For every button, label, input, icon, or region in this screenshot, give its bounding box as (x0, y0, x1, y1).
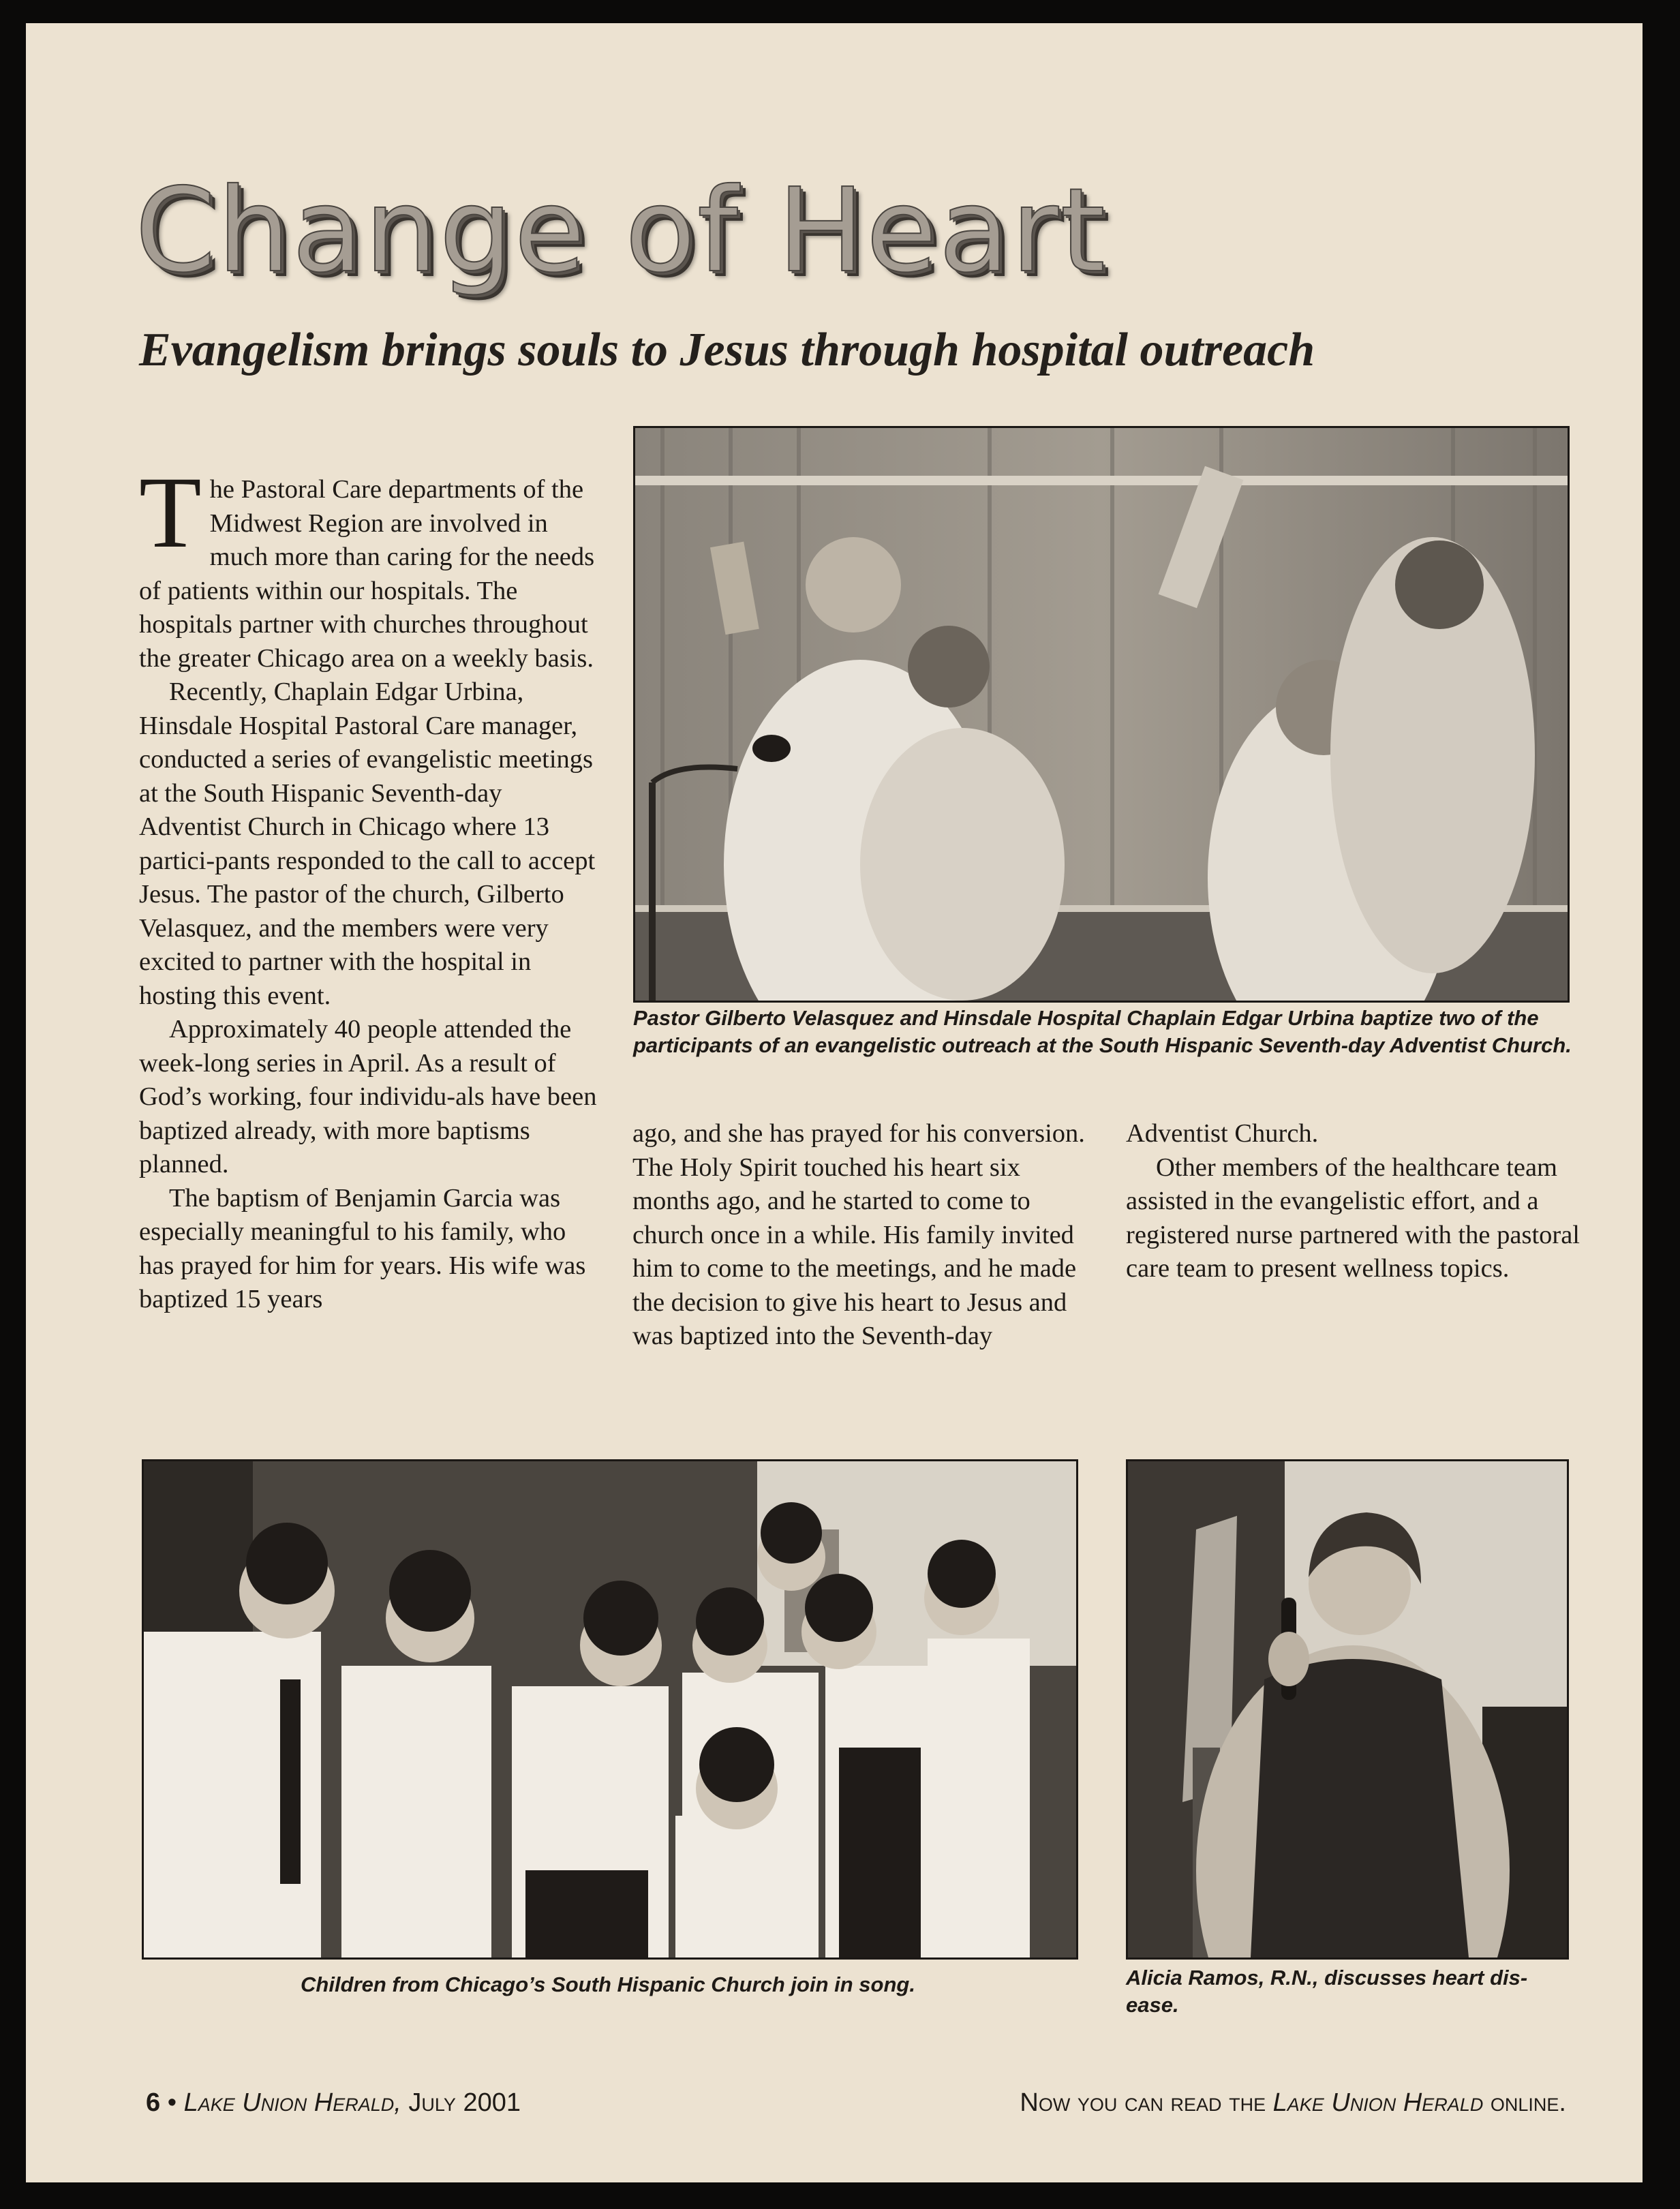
body-column-2 (632, 1117, 1096, 1354)
paragraph-3: Approximately 40 people attended the week-long series in April. As a result of God’s working, four individu-als have been baptized already, with more baptisms planned. (139, 1015, 597, 1178)
choir-photo (142, 1459, 1078, 1960)
footer-bullet: • (167, 2088, 177, 2117)
article-title: Change of Heart (135, 164, 1107, 299)
page-number: 6 (146, 2088, 161, 2117)
body-column-1 (139, 456, 602, 1317)
paragraph-1 (139, 456, 602, 675)
drop-cap: T (139, 456, 202, 569)
nurse-photo (1126, 1459, 1569, 1960)
footer-folio (146, 2088, 521, 2118)
article-subtitle: Evangelism brings souls to Jesus through hospital outreach (139, 324, 1315, 376)
paragraph-2: Recently, Chaplain Edgar Urbina, Hinsdale Hospital Pastoral Care manager, conducted a series of evangelistic meetings at the South Hispanic Seventh-day Adventist Church in Chicago where 13 partici-pants responded to the call to accept Jesus. The pastor of the church, Gilberto Velasquez, and the members were very excited to partner with the hospital in hosting this event. (139, 677, 596, 1010)
magazine-page (26, 23, 1643, 2182)
baptism-caption: Pastor Gilberto Velasquez and Hinsdale Hospital Chaplain Edgar Urbina baptize two of the participants of an evangelistic outreach at the South Hispanic Seventh-day Adventist Church. (633, 1006, 1572, 1057)
body-column-3 (1126, 1117, 1589, 1286)
publication-name: Lake Union Herald, (183, 2088, 401, 2117)
footer-online-notice (1020, 2088, 1566, 2118)
issue-date: July 2001 (408, 2088, 521, 2117)
paragraph-4-start: The baptism of Benjamin Garcia was especially meaningful to his family, who has prayed for him for years. His wife was baptized 15 years (139, 1183, 586, 1313)
nurse-caption: Alicia Ramos, R.N., discusses heart dis-ease. (1126, 1966, 1528, 2017)
baptism-photo (633, 426, 1570, 1003)
paragraph-4-end: Adventist Church. (1126, 1119, 1319, 1148)
online-prefix: Now you can read the (1020, 2088, 1266, 2117)
choir-caption: Children from Chicago’s South Hispanic Church join in song. (301, 1972, 915, 1996)
paragraph-1-text: he Pastoral Care departments of the Midwest Region are involved in much more than caring for the needs of patients within our hospitals. The hospitals partner with churches throughout the greater Chicago area on a weekly basis. (139, 475, 595, 673)
paragraph-4-middle: ago, and she has prayed for his conversion. The Holy Spirit touched his heart six months ago, and he started to come to church once in a while. His family invited him to come to the meetings, and he made the decision to give his heart to Jesus and was baptized into the Seventh-day (632, 1119, 1085, 1350)
paragraph-5: Other members of the healthcare team assisted in the evangelistic effort, and a registered nurse partnered with the pastoral care team to present wellness topics. (1126, 1153, 1580, 1283)
online-publication: Lake Union Herald (1272, 2088, 1484, 2117)
online-suffix: online. (1490, 2088, 1566, 2117)
